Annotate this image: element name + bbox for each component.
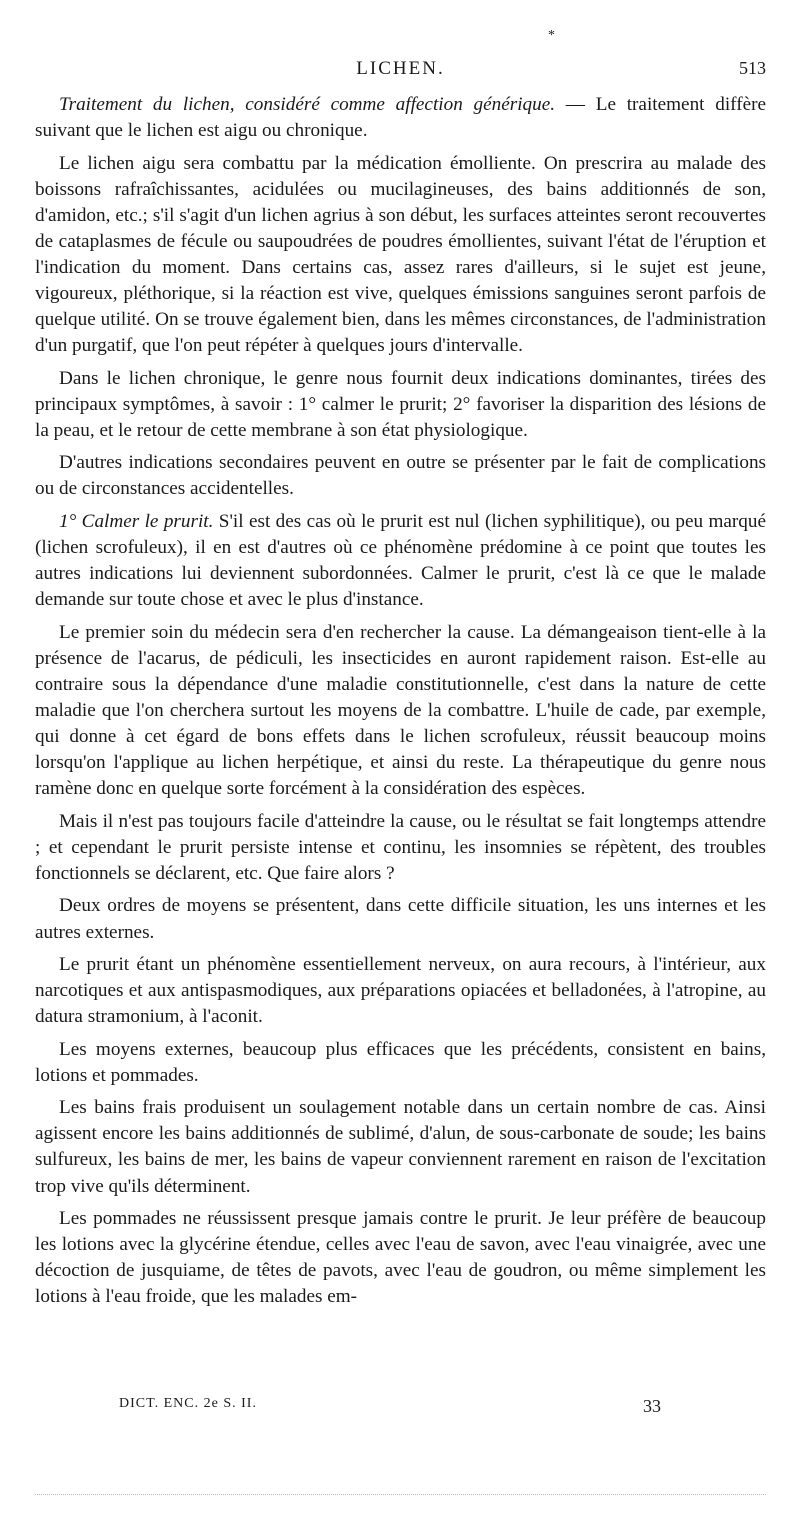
- paragraph-lead: Traitement du lichen, considéré comme affection générique.: [59, 94, 556, 115]
- bottom-dotted-rule: [35, 1494, 766, 1495]
- paragraph-text: Le lichen aigu sera combattu par la médication émolliente. On prescrira au malade des boissons rafraîchissantes, acidulées ou mucilagineuses, des bains additionnés de son, d'amidon, etc.; s'il s'agit d'un lichen agrius à son début, les surfaces atteintes seront recouvertes de cataplasmes de fécule ou saupoudrées de poudres émollientes, suivant l'état de l'éruption et l'indication du moment. Dans certains cas, assez rares d'ailleurs, si le sujet est jeune, vigoureux, pléthorique, si la réaction est vive, quelques émissions sanguines seront parfois de quelque utilité. On se trouve également bien, dans les mêmes circonstances, de l'administration d'un purgatif, que l'on peut répéter à quelques jours d'intervalle.: [35, 152, 766, 357]
- paragraph: [35, 509, 766, 613]
- paragraph-text: Les pommades ne réussissent presque jamais contre le prurit. Je leur préfère de beaucoup les lotions avec la glycérine étendue, celles avec l'eau de savon, avec l'eau vinaigrée, avec une décoction de jusquiame, de têtes de pavots, avec l'eau de goudron, ou même simplement les lotions à l'eau froide, que les malades em-: [35, 1208, 766, 1308]
- paragraph-text: D'autres indications secondaires peuvent en outre se présenter par le fait de complications ou de circonstances accidentelles.: [35, 452, 766, 500]
- paragraph: [35, 1037, 766, 1089]
- paragraph: [35, 1095, 766, 1199]
- ink-mark: *: [548, 28, 555, 43]
- paragraph-text: — Le traitement diffère suivant que le lichen est aigu ou chronique.: [35, 94, 767, 142]
- paragraph-text: Le prurit étant un phénomène essentiellement nerveux, on aura recours, à l'intérieur, aux narcotiques et aux antispasmodiques, aux préparations opiacées et belladonées, à l'atropine, au datura stramonium, à l'aconit.: [35, 954, 766, 1028]
- paragraph: [35, 450, 766, 502]
- paragraph-lead: 1° Calmer le prurit.: [59, 510, 214, 532]
- paragraph-text: Mais il n'est pas toujours facile d'atteindre la cause, ou le résultat se fait longtemps attendre ; et cependant le prurit persiste intense et continu, les insomnies se répètent, des troubles fonctionnels se déclarent, etc. Que faire alors ?: [35, 810, 766, 884]
- paragraph-text: S'il est des cas où le prurit est nul (lichen syphilitique), ou peu marqué (lichen scrofuleux), il en est d'autres où ce phénomène prédomine à ce point que toutes les autres indications lui deviennent subordonnées. Calmer le prurit, c'est là ce que le malade demande sur toute chose et avec le plus d'instance.: [35, 510, 766, 611]
- paragraph: [35, 809, 766, 887]
- paragraph-text: Deux ordres de moyens se présentent, dans cette difficile situation, les uns internes et les autres externes.: [35, 895, 766, 943]
- paragraph: [35, 620, 766, 803]
- page-number: 513: [739, 58, 766, 78]
- paragraph-text: Dans le lichen chronique, le genre nous fournit deux indications dominantes, tirées des principaux symptômes, à savoir : 1° calmer le prurit; 2° favoriser la disparition des lésions de la peau, et le retour de cette membrane à son état physiologique.: [35, 367, 766, 441]
- running-head: LICHEN.: [356, 58, 445, 79]
- sheet-number: 33: [643, 1396, 661, 1416]
- paragraph: [35, 952, 766, 1030]
- paragraph: [35, 893, 766, 945]
- page-footer: [35, 1396, 766, 1420]
- paragraph: [35, 92, 766, 144]
- paragraph-text: Les moyens externes, beaucoup plus efficaces que les précédents, consistent en bains, lotions et pommades.: [35, 1038, 766, 1086]
- paragraph: [35, 366, 766, 444]
- page-body: [35, 92, 766, 1317]
- paragraph-text: Le premier soin du médecin sera d'en rechercher la cause. La démangeaison tient-elle à la présence de l'acarus, de pédiculi, les insecticides en auront rapidement raison. Est-elle au contraire sous la dépendance d'une maladie constitutionnelle, c'est dans la nature de cette maladie que l'on cherchera surtout les moyens de la combattre. L'huile de cade, par exemple, qui donne à cet égard de bons effets dans le lichen scrofuleux, réussit beaucoup moins lorsqu'on l'applique au lichen herpétique, et ainsi du reste. La thérapeutique du genre nous ramène donc en quelque sorte forcément à la considération des espèces.: [35, 621, 766, 800]
- paragraph: [35, 151, 766, 360]
- printer-signature: DICT. ENC. 2e S. II.: [119, 1396, 257, 1411]
- paragraph: [35, 1206, 766, 1310]
- page-header: [35, 58, 766, 88]
- paragraph-text: Les bains frais produisent un soulagement notable dans un certain nombre de cas. Ainsi agissent encore les bains additionnés de sublimé, d'alun, de sous-carbonate de soude; les bains sulfureux, les bains de mer, les bains de vapeur conviennent rarement en raison de l'excitation trop vive qu'ils déterminent.: [35, 1097, 766, 1197]
